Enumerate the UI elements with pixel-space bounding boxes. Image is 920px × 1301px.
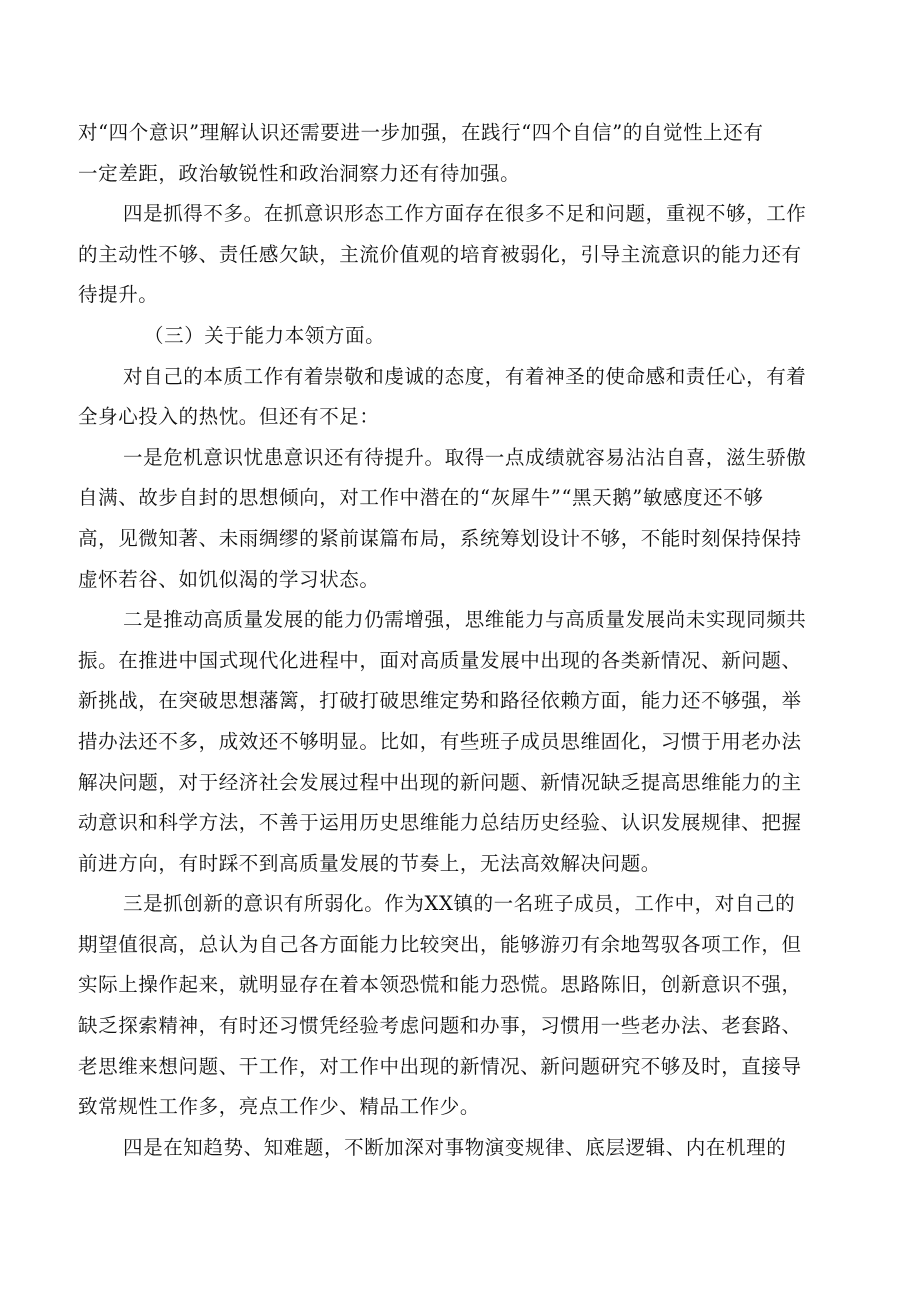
paragraph-line: 动意识和科学方法，不善于运用历史思维能力总结历史经验、认识发展规律、把握 (78, 811, 802, 835)
paragraph-line: 待提升。 (78, 283, 159, 307)
paragraph-line: 一定差距，政治敏锐性和政治洞察力还有待加强。 (78, 161, 521, 185)
paragraph-line: 虚怀若谷、如饥似渴的学习状态。 (78, 567, 380, 591)
paragraph-line: 缺乏探索精神，有时还习惯凭经验考虑问题和办事，习惯用一些老办法、老套路、 (78, 1014, 802, 1038)
paragraph-line: 措办法还不多，成效还不够明显。比如，有些班子成员思维固化，习惯于用老办法 (78, 729, 802, 753)
paragraph-line: 二是推动高质量发展的能力仍需增强，思维能力与高质量发展尚未实现同频共 (123, 608, 807, 632)
paragraph-line: 对“四个意识”理解认识还需要进一步加强，在践行“四个自信”的自觉性上还有 (78, 121, 764, 144)
paragraph-line: 致常规性工作多，亮点工作少、精品工作少。 (78, 1095, 481, 1119)
paragraph-line: 期望值很高，总认为自己各方面能力比较突出，能够游刃有余地驾驭各项工作，但 (78, 932, 802, 956)
paragraph-line: 四是抓得不多。在抓意识形态工作方面存在很多不足和问题，重视不够，工作 (123, 202, 807, 226)
paragraph-line: 实际上操作起来，就明显存在着本领恐慌和能力恐慌。思路陈旧，创新意识不强， (78, 973, 802, 997)
paragraph-line: 全身心投入的热忱。但还有不足： (78, 405, 380, 429)
document-body (78, 113, 862, 1168)
paragraph-line: 对自己的本质工作有着崇敬和虔诚的态度，有着神圣的使命感和责任心，有着 (123, 364, 807, 388)
paragraph-line: 四是在知趋势、知难题，不断加深对事物演变规律、底层逻辑、内在机理的 (123, 1135, 787, 1159)
paragraph-line: 解决问题，对于经济社会发展过程中出现的新问题、新情况缺乏提高思维能力的主 (78, 770, 802, 794)
paragraph-line: 振。在推进中国式现代化进程中，面对高质量发展中出现的各类新情况、新问题、 (78, 648, 802, 672)
paragraph-line: 三是抓创新的意识有所弱化。作为XX镇的一名班子成员，工作中，对自己的 (123, 892, 796, 916)
paragraph-line: 高，见微知著、未雨绸缪的紧前谋篇布局，系统筹划设计不够，不能时刻保持保持 (78, 526, 802, 550)
paragraph-line: 的主动性不够、责任感欠缺，主流价值观的培育被弱化，引导主流意识的能力还有 (78, 242, 802, 266)
paragraph-line: 前进方向，有时踩不到高质量发展的节奏上，无法高效解决问题。 (78, 851, 661, 875)
paragraph-line: 老思维来想问题、干工作，对工作中出现的新情况、新问题研究不够及时，直接导 (78, 1054, 802, 1078)
paragraph-line: 自满、故步自封的思想倾向，对工作中潜在的“灰犀牛”“黑天鹅”敏感度还不够 (78, 486, 764, 510)
section-heading: （三）关于能力本领方面。 (144, 323, 386, 347)
paragraph-line: 一是危机意识忧患意识还有待提升。取得一点成绩就容易沾沾自喜，滋生骄傲 (123, 445, 807, 469)
paragraph-line: 新挑战，在突破思想藩篱，打破打破思维定势和路径依赖方面，能力还不够强，举 (78, 689, 802, 713)
